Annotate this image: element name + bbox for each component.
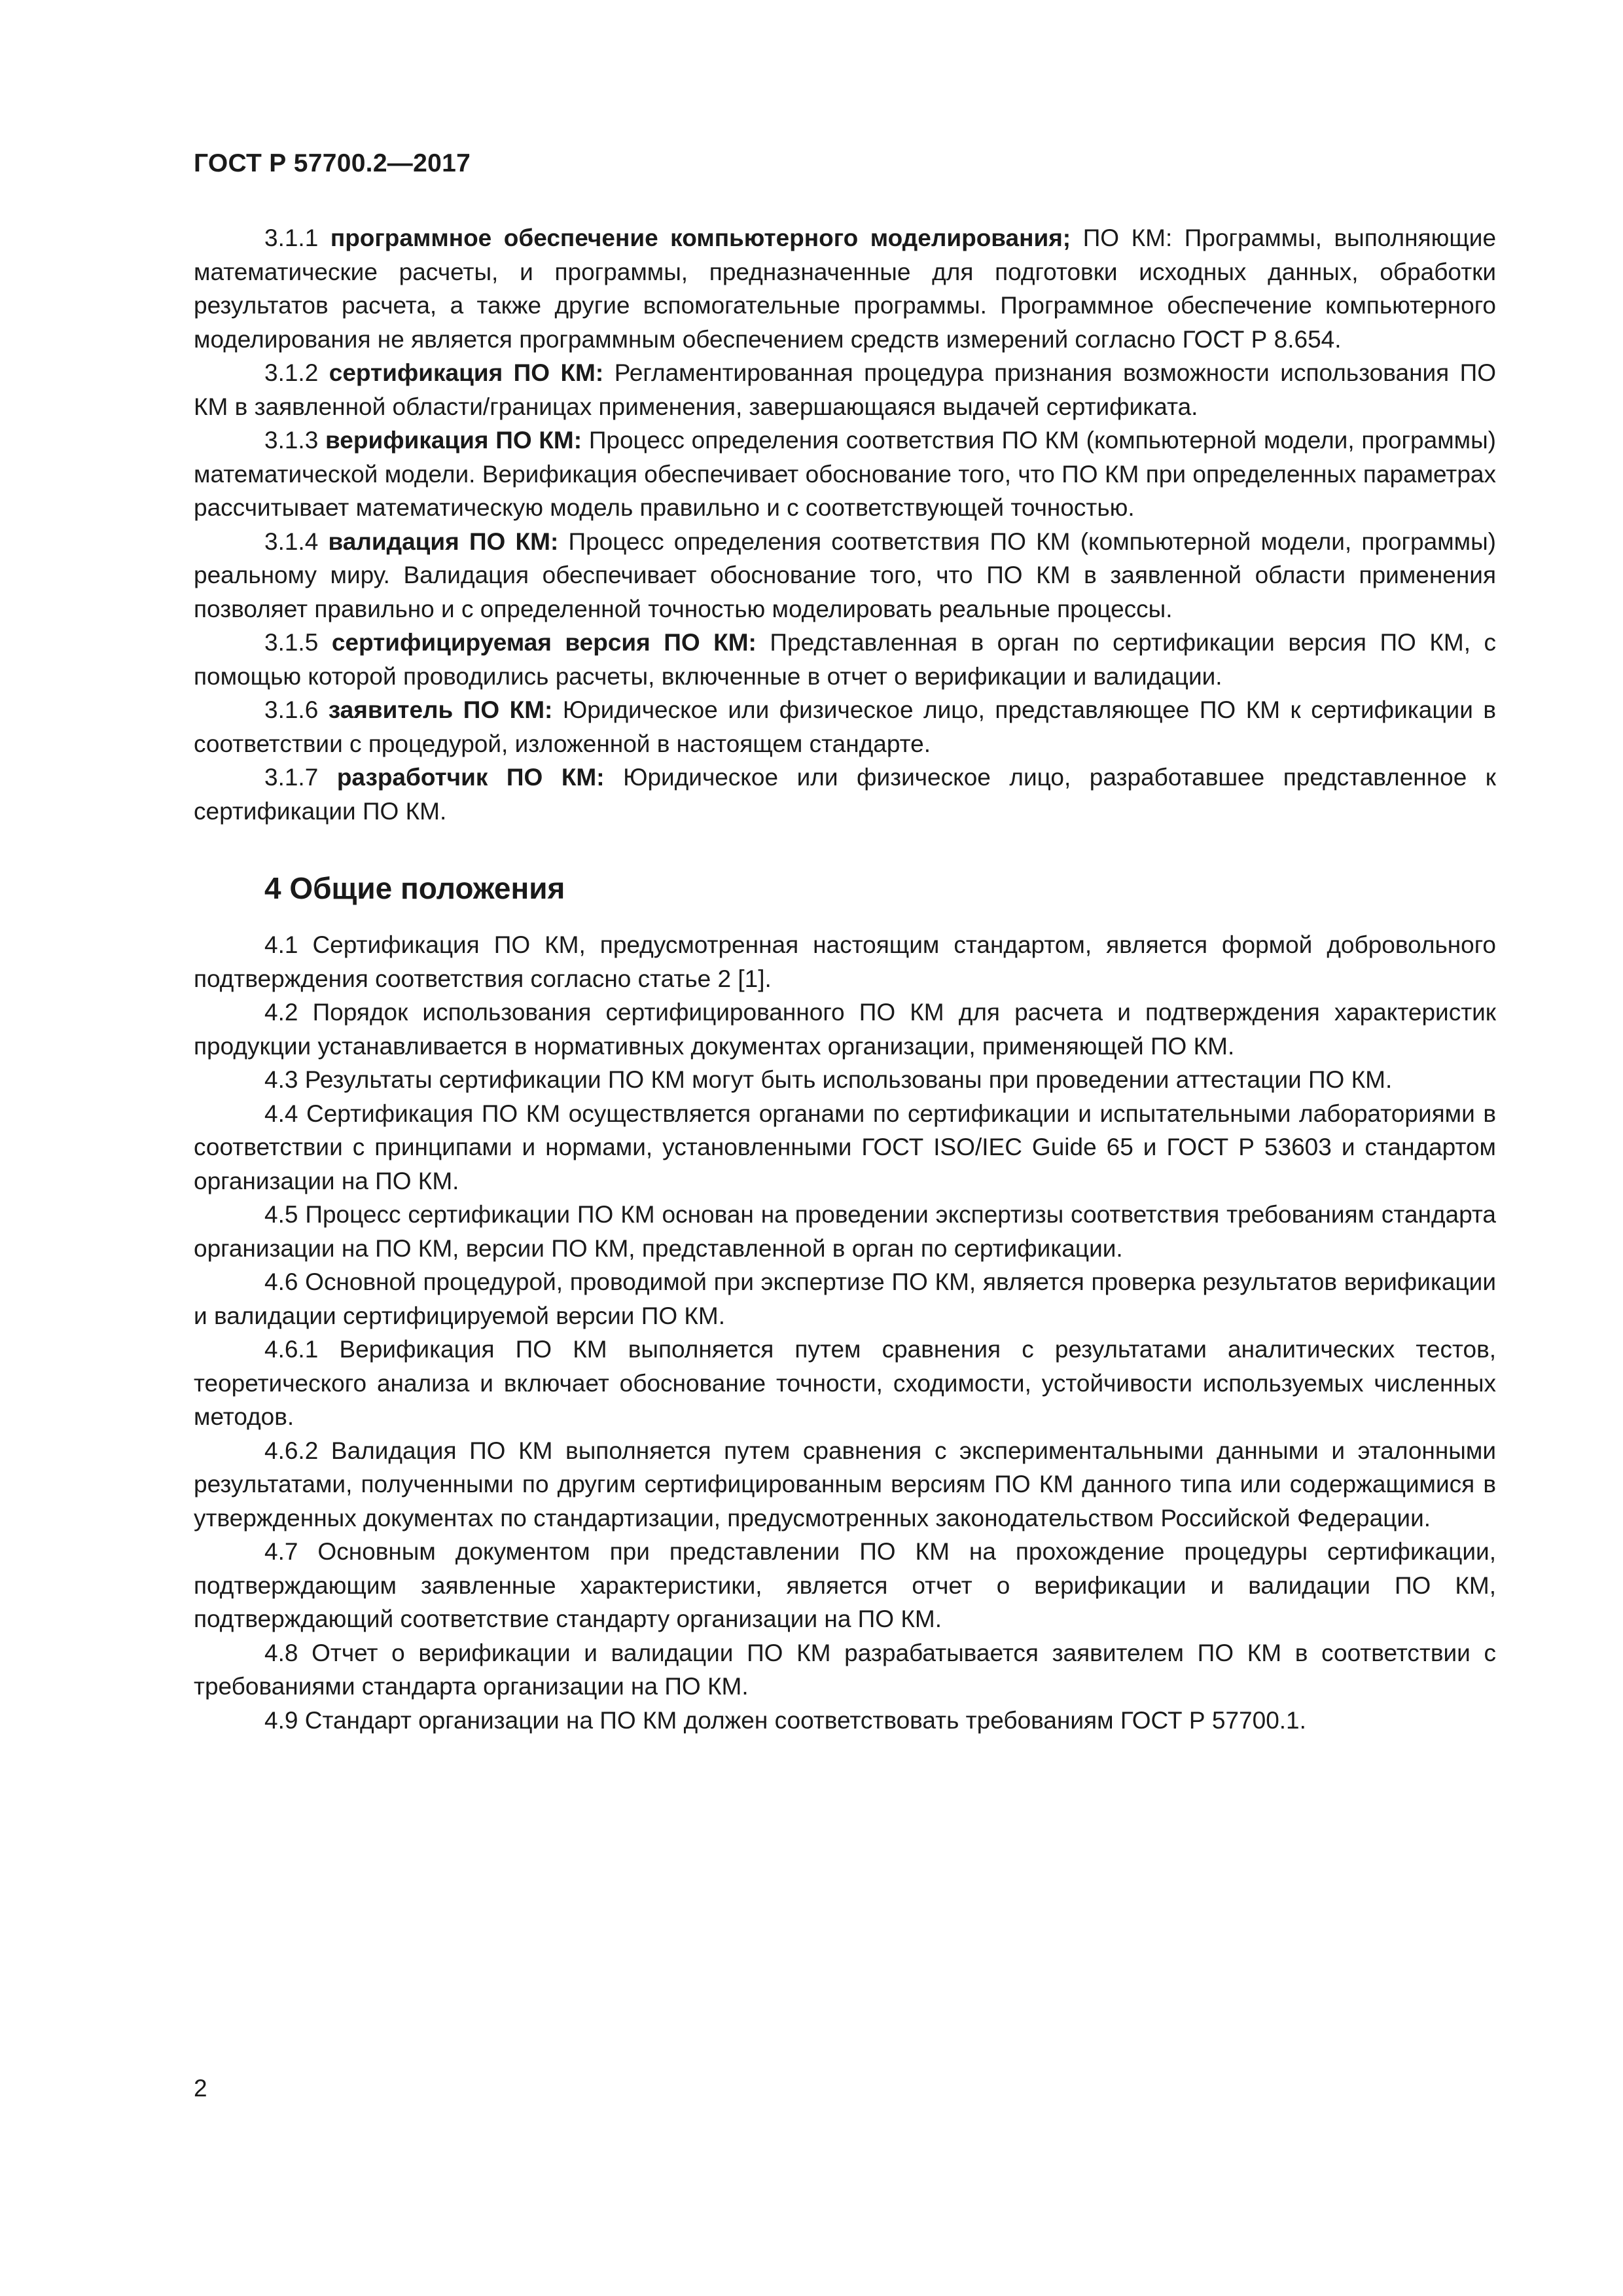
clause-4-6-1 (194, 1333, 1496, 1434)
definition-3-1-6 (194, 693, 1496, 761)
clause-number: 3.1.1 (264, 224, 319, 251)
definition-3-1-5 (194, 626, 1496, 693)
clause-number: 4.9 (264, 1706, 298, 1734)
definition-3-1-1 (194, 221, 1496, 356)
term-definition: Юридическое или физическое лицо, представляющее ПО КМ к сертификации в соответствии с процедурой, изложенной в настоящем стандарте. (194, 696, 1497, 757)
definition-3-1-3 (194, 423, 1496, 525)
clause-number: 4.4 (264, 1100, 298, 1127)
clause-4-6-2 (194, 1434, 1496, 1535)
clause-number: 3.1.3 (264, 427, 319, 454)
definition-3-1-2 (194, 356, 1496, 423)
clause-number: 4.7 (264, 1538, 298, 1565)
clause-text: Стандарт организации на ПО КМ должен соответствовать требованиям ГОСТ Р 57700.1. (304, 1706, 1306, 1734)
clause-number: 4.6.2 (264, 1437, 319, 1464)
document-code-header: ГОСТ Р 57700.2—2017 (194, 149, 471, 177)
definition-3-1-4 (194, 525, 1496, 626)
clause-text: Основной процедурой, проводимой при экспертизе ПО КМ, является проверка результатов верификации и валидации сертифицируемой версии ПО КМ. (194, 1268, 1497, 1329)
clause-4-3 (194, 1063, 1496, 1097)
clause-number: 3.1.4 (264, 528, 319, 555)
clause-text: Отчет о верификации и валидации ПО КМ разрабатывается заявителем ПО КМ в соответствии с требованиями стандарта организации на ПО КМ. (194, 1639, 1497, 1700)
term-name: сертифицируемая версия ПО КМ: (331, 629, 757, 656)
document-body (194, 221, 1496, 1737)
term-definition: Процесс определения соответствия ПО КМ (компьютерной модели, программы) математической модели. Верификация обеспечивает обоснование того, что ПО КМ при определенных параметрах рассчитывает математическую модель правильно и с соответствующей точностью. (194, 427, 1496, 521)
clause-text: Основным документом при представлении ПО КМ на прохождение процедуры сертификации, подтверждающим заявленные характеристики, является отчет о верификации и валидации ПО КМ, подтверждающий соответствие стандарту организации на ПО КМ. (194, 1538, 1496, 1632)
clause-number: 4.2 (264, 999, 298, 1026)
term-definition: Процесс определения соответствия ПО КМ (компьютерной модели, программы) реальному миру. Валидация обеспечивает обоснование того, что ПО КМ в заявленной области применения позволяет правильно и с определенной точностью моделировать реальные процессы. (194, 528, 1496, 622)
clause-4-7 (194, 1535, 1496, 1636)
section-heading: 4 Общие положения (264, 871, 565, 905)
clause-4-4 (194, 1097, 1496, 1198)
term-definition: Представленная в орган по сертификации версия ПО КМ, с помощью которой проводились расчеты, включенные в отчет о верификации и валидации. (194, 629, 1496, 690)
clause-number: 4.1 (264, 931, 298, 958)
definition-3-1-7 (194, 761, 1496, 828)
clause-4-6 (194, 1265, 1496, 1333)
term-name: сертификация ПО КМ: (329, 359, 604, 386)
clause-number: 3.1.5 (264, 629, 319, 656)
term-name: валидация ПО КМ: (328, 528, 559, 555)
clause-text: Порядок использования сертифицированного ПО КМ для расчета и подтверждения характеристик продукции устанавливается в нормативных документах организации, применяющей ПО КМ. (194, 999, 1496, 1060)
term-definition: Юридическое или физическое лицо, разработавшее представленное к сертификации ПО КМ. (194, 764, 1496, 825)
clause-number: 3.1.2 (264, 359, 319, 386)
clause-4-1 (194, 928, 1496, 996)
clause-4-9 (194, 1704, 1496, 1738)
clause-4-8 (194, 1636, 1496, 1704)
clause-number: 4.5 (264, 1201, 298, 1228)
clause-text: Сертификация ПО КМ, предусмотренная настоящим стандартом, является формой добровольного подтверждения соответствия согласно статье 2 [1]. (194, 931, 1496, 992)
term-name: разработчик ПО КМ: (336, 764, 605, 791)
clause-number: 4.6.1 (264, 1336, 319, 1363)
term-name: программное обеспечение компьютерного моделирования; (330, 224, 1071, 251)
clause-text: Процесс сертификации ПО КМ основан на проведении экспертизы соответствия требованиям стандарта организации на ПО КМ, версии ПО КМ, представленной в орган по сертификации. (194, 1201, 1496, 1262)
clause-number: 4.3 (264, 1066, 298, 1093)
clause-text: Верификация ПО КМ выполняется путем сравнения с результатами аналитических тестов, теоретического анализа и включает обоснование точности, сходимости, устойчивости используемых численных методов. (194, 1336, 1497, 1430)
term-definition: Регламентированная процедура признания возможности использования ПО КМ в заявленной области/границах применения, завершающаяся выдачей сертификата. (194, 359, 1497, 420)
clause-text: Результаты сертификации ПО КМ могут быть использованы при проведении аттестации ПО КМ. (304, 1066, 1393, 1093)
clause-number: 3.1.7 (264, 764, 319, 791)
clause-text: Валидация ПО КМ выполняется путем сравнения с экспериментальными данными и эталонными результатами, полученными по другим сертифицированным версиям ПО КМ данного типа или содержащимися в утвержденных документах по стандартизации, предусмотренных законодательством Российской Федерации. (194, 1437, 1496, 1532)
clause-4-5 (194, 1198, 1496, 1265)
page-number: 2 (194, 2075, 207, 2102)
term-name: заявитель ПО КМ: (328, 696, 553, 723)
term-name: верификация ПО КМ: (325, 427, 582, 454)
clause-number: 3.1.6 (264, 696, 319, 723)
clause-number: 4.8 (264, 1639, 298, 1666)
clause-4-2 (194, 996, 1496, 1063)
clause-number: 4.6 (264, 1268, 298, 1295)
term-definition: ПО КМ: Программы, выполняющие математические расчеты, и программы, предназначенные для подготовки исходных данных, обработки результатов расчета, а также другие вспомогательные программы. Программное обеспечение компьютерного моделирования не является программным обеспечением средств измерений согласно ГОСТ Р 8.654. (194, 224, 1497, 353)
clause-text: Сертификация ПО КМ осуществляется органами по сертификации и испытательными лабораториями в соответствии с принципами и нормами, установленными ГОСТ ISO/IEC Guide 65 и ГОСТ Р 53603 и стандартом организации на ПО КМ. (194, 1100, 1496, 1194)
